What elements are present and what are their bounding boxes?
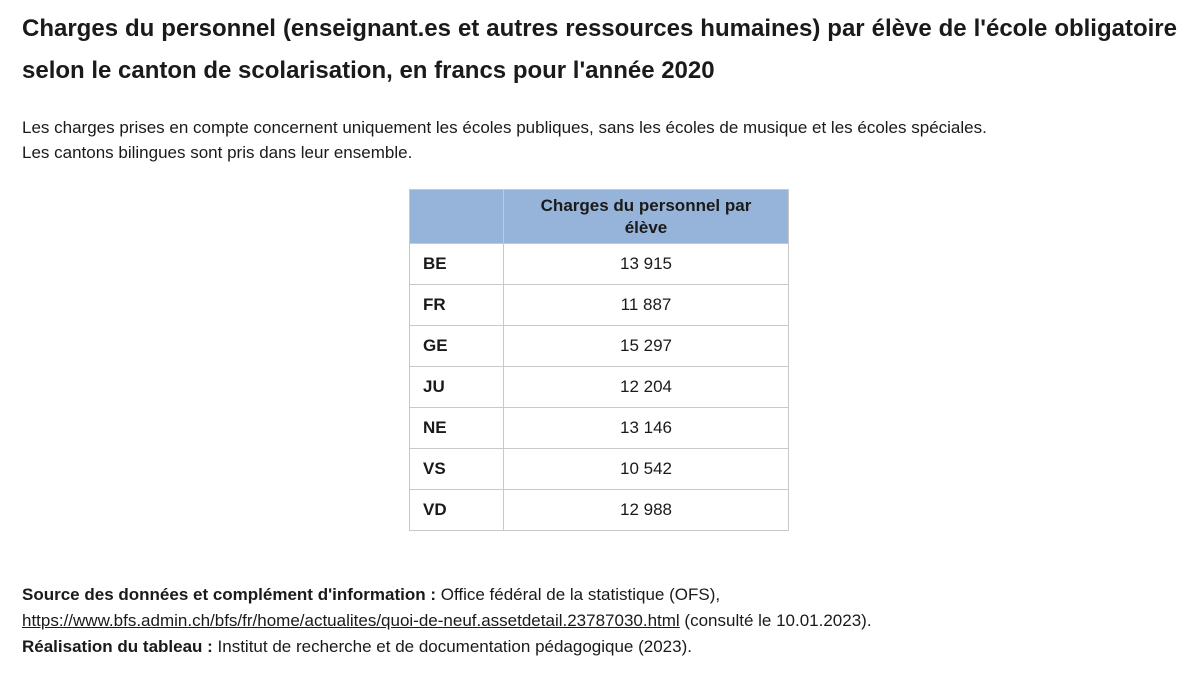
cell-canton: BE bbox=[410, 244, 504, 285]
data-table bbox=[409, 189, 789, 531]
cell-value: 10 542 bbox=[504, 449, 789, 490]
notes bbox=[22, 115, 1172, 165]
cell-canton: FR bbox=[410, 285, 504, 326]
cell-canton: GE bbox=[410, 326, 504, 367]
source-text: Office fédéral de la statistique (OFS), bbox=[436, 585, 721, 604]
realisation-text: Institut de recherche et de documentation pédagogique (2023). bbox=[212, 637, 692, 656]
consulted-text: (consulté le 10.01.2023). bbox=[679, 611, 872, 630]
source-url-line bbox=[22, 608, 1182, 634]
table-row bbox=[410, 408, 789, 449]
note-line: Les charges prises en compte concernent uniquement les écoles publiques, sans les écoles de musique et les écoles spéciales. bbox=[22, 118, 987, 137]
table-header-row bbox=[410, 190, 789, 244]
cell-value: 13 146 bbox=[504, 408, 789, 449]
cell-canton: JU bbox=[410, 367, 504, 408]
table-row bbox=[410, 490, 789, 531]
cell-canton: VS bbox=[410, 449, 504, 490]
cell-value: 15 297 bbox=[504, 326, 789, 367]
cell-value: 13 915 bbox=[504, 244, 789, 285]
header-canton bbox=[410, 190, 504, 244]
table-row bbox=[410, 326, 789, 367]
source-label: Source des données et complément d'information : bbox=[22, 585, 436, 604]
cell-value: 12 988 bbox=[504, 490, 789, 531]
source-block bbox=[22, 582, 1182, 660]
table-row bbox=[410, 449, 789, 490]
table-row bbox=[410, 367, 789, 408]
cell-canton: NE bbox=[410, 408, 504, 449]
header-charges bbox=[504, 190, 789, 244]
page-title: Charges du personnel (enseignant.es et autres ressources humaines) par élève de l'école obligatoire selon le canton de scolarisation, en francs pour l'année 2020 bbox=[22, 15, 1177, 84]
table-row bbox=[410, 285, 789, 326]
table-row bbox=[410, 244, 789, 285]
source-link[interactable]: https://www.bfs.admin.ch/bfs/fr/home/actualites/quoi-de-neuf.assetdetail.23787030.html bbox=[22, 611, 680, 630]
cell-canton: VD bbox=[410, 490, 504, 531]
source-line bbox=[22, 582, 1182, 608]
realisation-line bbox=[22, 634, 1182, 660]
header-charges-label: Charges du personnel par élève bbox=[540, 195, 752, 237]
note-line: Les cantons bilingues sont pris dans leur ensemble. bbox=[22, 143, 413, 162]
cell-value: 11 887 bbox=[504, 285, 789, 326]
realisation-label: Réalisation du tableau : bbox=[22, 637, 213, 656]
cell-value: 12 204 bbox=[504, 367, 789, 408]
